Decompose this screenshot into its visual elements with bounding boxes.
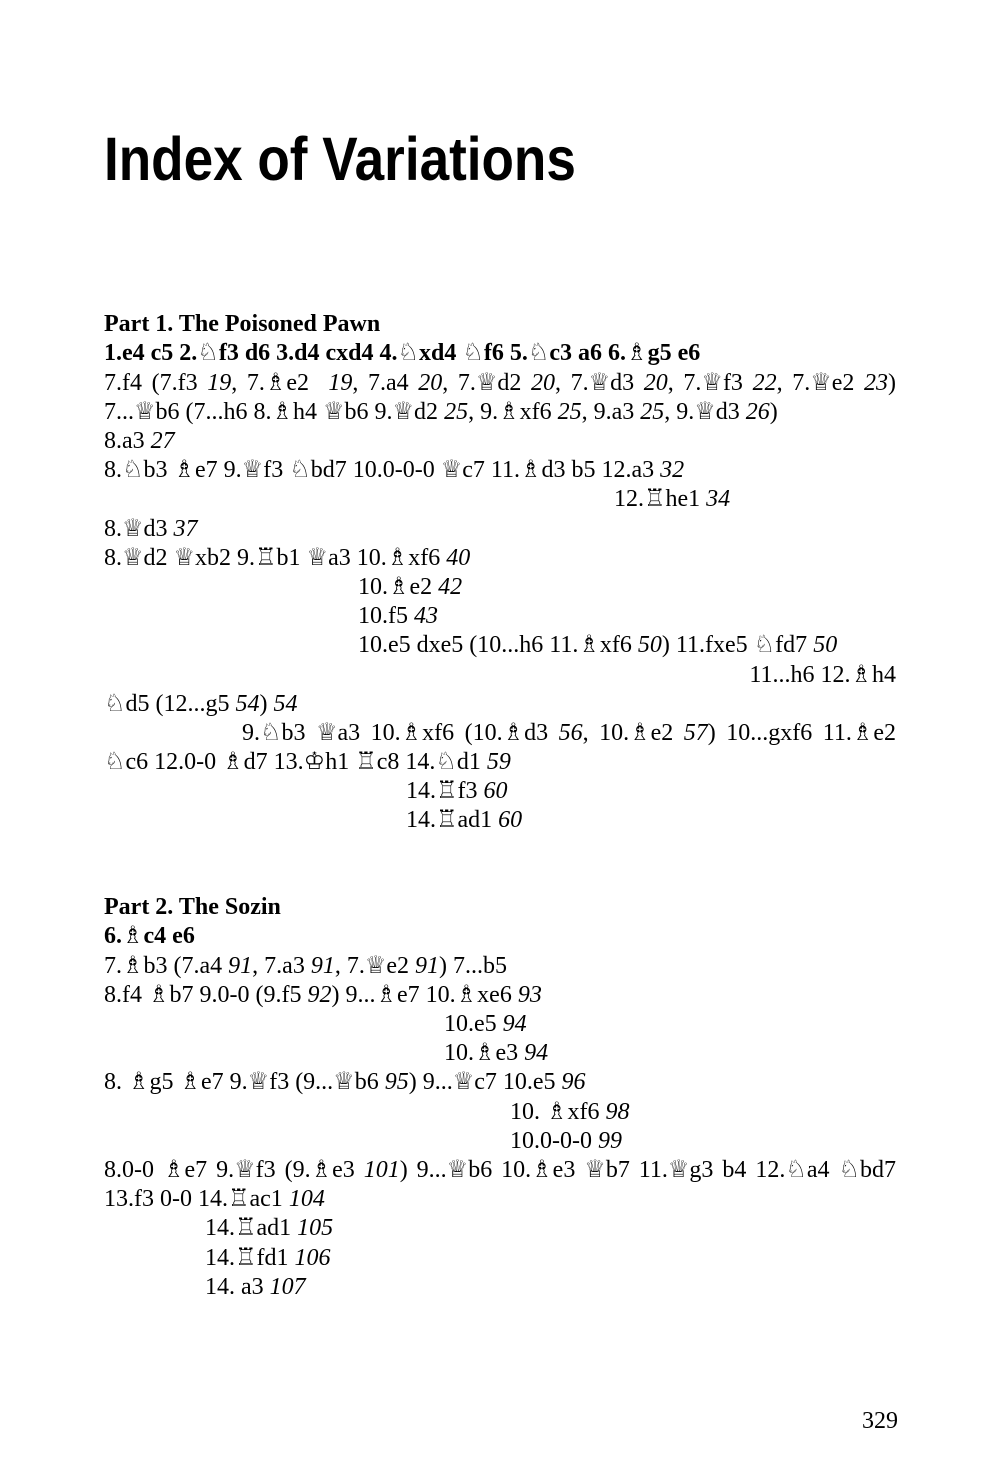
variation-text <box>104 1185 325 1214</box>
variation-line <box>104 1214 896 1243</box>
page-reference: 93 <box>517 981 542 1008</box>
page-reference: 99 <box>597 1127 622 1154</box>
move-text: 10.♗e2 <box>358 573 439 600</box>
page-reference: 91 <box>228 952 253 979</box>
move-text: 14. a3 <box>205 1273 270 1300</box>
variation-text <box>358 602 438 631</box>
section-part-1 <box>104 310 896 835</box>
variation-text <box>104 748 511 777</box>
variation-line <box>104 1010 896 1039</box>
move-text: , 7.a3 <box>252 952 311 979</box>
page-reference: 19 <box>207 369 232 396</box>
variation-text <box>104 515 198 544</box>
page-reference: 104 <box>288 1186 325 1213</box>
move-text: ) 9...♗e7 10.♗xe6 <box>331 981 518 1008</box>
page-reference: 20 <box>418 369 443 396</box>
variation-line <box>104 1039 896 1068</box>
page-reference: 40 <box>446 544 471 571</box>
page-reference: 54 <box>235 690 260 717</box>
move-text: 8.♕d2 ♕xb2 9.♖b1 ♕a3 10.♗xf6 <box>104 544 447 571</box>
variation-list <box>104 952 896 1302</box>
variation-line <box>104 777 896 806</box>
variation-line <box>104 456 896 485</box>
page-reference: 22 <box>752 369 777 396</box>
page-reference: 42 <box>438 573 463 600</box>
page-reference: 91 <box>415 952 439 979</box>
move-text: 8. ♗g5 ♗e7 9.♕f3 (9...♕b6 <box>104 1069 385 1096</box>
move-text: 7.♗b3 (7.a4 <box>104 952 229 979</box>
move-text: 10.e5 <box>444 1011 503 1038</box>
variation-line <box>104 369 896 398</box>
page-reference: 25 <box>557 398 582 425</box>
move-text: ) 9...♕b6 10.♗e3 ♕b7 11.♕g3 b4 12.♘a4 ♘bd7 <box>399 1156 897 1183</box>
variation-line <box>104 1127 896 1156</box>
variation-text <box>104 1068 586 1097</box>
variation-text <box>444 1010 527 1039</box>
variation-text <box>205 1244 331 1273</box>
variation-text <box>104 456 684 485</box>
page-reference: 20 <box>643 369 668 396</box>
move-text: 13.f3 0-0 14.♖ac1 <box>104 1186 289 1213</box>
move-text: 7...♕b6 (7...h6 8.♗h4 ♕b6 9.♕d2 <box>104 398 445 425</box>
variation-line <box>104 1273 896 1302</box>
page-reference: 32 <box>660 457 685 484</box>
page-reference: 98 <box>605 1098 630 1125</box>
variation-line <box>104 690 896 719</box>
move-text: , 7.♕f3 <box>667 369 753 396</box>
move-text: ) 9...♕c7 10.e5 <box>408 1069 562 1096</box>
variation-line <box>104 631 896 660</box>
variation-line <box>104 806 896 835</box>
page-reference: 19 <box>328 369 353 396</box>
variation-line <box>104 573 896 602</box>
variation-line <box>104 1185 896 1214</box>
move-text: 8.♘b3 ♗e7 9.♕f3 ♘bd7 10.0-0-0 ♕c7 11.♗d3 b5 12.a3 <box>104 457 661 484</box>
page-number: 329 <box>862 1408 898 1434</box>
variation-line <box>104 544 896 573</box>
variation-text <box>510 1127 622 1156</box>
variation-text <box>444 1039 548 1068</box>
page-reference: 101 <box>363 1156 400 1183</box>
part-heading: Part 1. The Poisoned Pawn <box>104 311 381 338</box>
move-text: 8.0-0 ♗e7 9.♕f3 (9.♗e3 <box>104 1156 364 1183</box>
variation-line <box>104 602 896 631</box>
move-text: , 7.♕e2 <box>776 369 865 396</box>
page-reference: 20 <box>531 369 556 396</box>
page-reference: 94 <box>502 1011 527 1038</box>
move-text: 14.♖f3 <box>406 778 484 805</box>
page-reference: 96 <box>561 1069 586 1096</box>
page-reference: 94 <box>524 1040 549 1067</box>
move-text: 14.♖fd1 <box>205 1244 295 1271</box>
variation-line <box>104 427 896 456</box>
page-reference: 54 <box>273 690 298 717</box>
page-reference: 37 <box>173 515 198 542</box>
move-text: 10.e5 dxe5 (10...h6 11.♗xf6 <box>358 632 638 659</box>
move-text: 10.♗e3 <box>444 1040 525 1067</box>
move-text: 8.f4 ♗b7 9.0-0 (9.f5 <box>104 981 308 1008</box>
page-reference: 25 <box>640 398 665 425</box>
move-text: 8.a3 <box>104 428 151 455</box>
variation-text <box>614 485 730 514</box>
move-text: , 7.♕d3 <box>555 369 644 396</box>
variation-text <box>749 661 896 690</box>
page-reference: 59 <box>486 749 511 776</box>
variation-text <box>104 427 175 456</box>
page-reference: 43 <box>414 603 438 630</box>
variation-text <box>104 369 896 398</box>
move-text: ) <box>769 398 778 425</box>
page-reference: 25 <box>444 398 469 425</box>
move-text: , 7.♗e2 <box>231 369 329 396</box>
move-text: 14.♖ad1 <box>205 1215 298 1242</box>
variation-line <box>104 981 896 1010</box>
move-text: ) 7...b5 <box>439 952 507 979</box>
page-reference: 105 <box>297 1215 334 1242</box>
variation-line <box>104 661 896 690</box>
variation-line <box>104 1244 896 1273</box>
variation-line <box>104 719 896 748</box>
page-reference: 57 <box>683 719 708 746</box>
page-reference: 34 <box>706 486 731 513</box>
variation-line <box>104 485 896 514</box>
move-text: 9.♘b3 ♕a3 10.♗xf6 (10.♗d3 <box>242 719 559 746</box>
variation-line <box>104 515 896 544</box>
page-reference: 56 <box>558 719 583 746</box>
variation-text <box>205 1214 333 1243</box>
page-reference: 26 <box>745 398 770 425</box>
move-text: , 10.♗e2 <box>582 719 684 746</box>
variation-text <box>104 398 778 427</box>
page-reference: 91 <box>310 952 335 979</box>
variation-text <box>104 981 542 1010</box>
main-line: 6.♗c4 e6 <box>104 923 195 950</box>
move-text: , 7.a4 <box>352 369 419 396</box>
move-text: ♘c6 12.0-0 ♗d7 13.♔h1 ♖c8 14.♘d1 <box>104 749 487 776</box>
move-text: ) 11.fxe5 ♘fd7 <box>661 632 814 659</box>
move-text: 10.0-0-0 <box>510 1127 598 1154</box>
move-text: 8.♕d3 <box>104 515 174 542</box>
move-text: ) <box>888 369 897 396</box>
move-text: ) 10...gxf6 11.♗e2 <box>707 719 897 746</box>
variation-text <box>104 544 470 573</box>
move-text: 10. ♗xf6 <box>510 1098 606 1125</box>
variation-line <box>104 748 896 777</box>
page-reference: 27 <box>150 428 175 455</box>
move-text: 14.♖ad1 <box>406 807 499 834</box>
variation-line <box>104 398 896 427</box>
page-reference: 106 <box>294 1244 331 1271</box>
variation-list <box>104 369 896 836</box>
page-reference: 107 <box>269 1273 306 1300</box>
variation-text <box>104 1156 896 1185</box>
variation-line <box>104 1068 896 1097</box>
variation-text <box>205 1273 306 1302</box>
variation-line <box>104 952 896 981</box>
variation-text <box>104 690 298 719</box>
move-text: , 9.♕d3 <box>664 398 746 425</box>
page-reference: 60 <box>498 807 523 834</box>
variation-text <box>510 1098 630 1127</box>
variation-text <box>358 573 462 602</box>
move-text: ) <box>259 690 274 717</box>
move-text: 7.f4 (7.f3 <box>104 369 208 396</box>
part-heading: Part 2. The Sozin <box>104 894 281 921</box>
page-title: Index of Variations <box>104 125 576 194</box>
move-text: , 9.♗xf6 <box>468 398 558 425</box>
variation-line <box>104 1098 896 1127</box>
move-text: ♘d5 (12...g5 <box>104 690 236 717</box>
main-line: 1.e4 c5 2.♘f3 d6 3.d4 cxd4 4.♘xd4 ♘f6 5.♘c3 a6 6.♗g5 e6 <box>104 340 701 367</box>
move-text: , 7.♕e2 <box>334 952 415 979</box>
page-reference: 95 <box>384 1069 409 1096</box>
variation-text <box>406 777 508 806</box>
move-text: 10.f5 <box>358 603 414 630</box>
variation-text <box>358 631 837 660</box>
page-reference: 92 <box>307 981 332 1008</box>
section-part-2 <box>104 893 896 1302</box>
variation-line <box>104 1156 896 1185</box>
variation-text <box>242 719 896 748</box>
move-text: 11...h6 12.♗h4 <box>749 661 896 688</box>
variation-text <box>406 806 522 835</box>
page-reference: 50 <box>637 632 662 659</box>
page-reference: 60 <box>483 778 508 805</box>
move-text: , 9.a3 <box>581 398 641 425</box>
move-text: , 7.♕d2 <box>442 369 532 396</box>
variation-text <box>104 952 507 981</box>
page-reference: 23 <box>864 369 889 396</box>
page-reference: 50 <box>813 632 838 659</box>
move-text: 12.♖he1 <box>614 486 707 513</box>
